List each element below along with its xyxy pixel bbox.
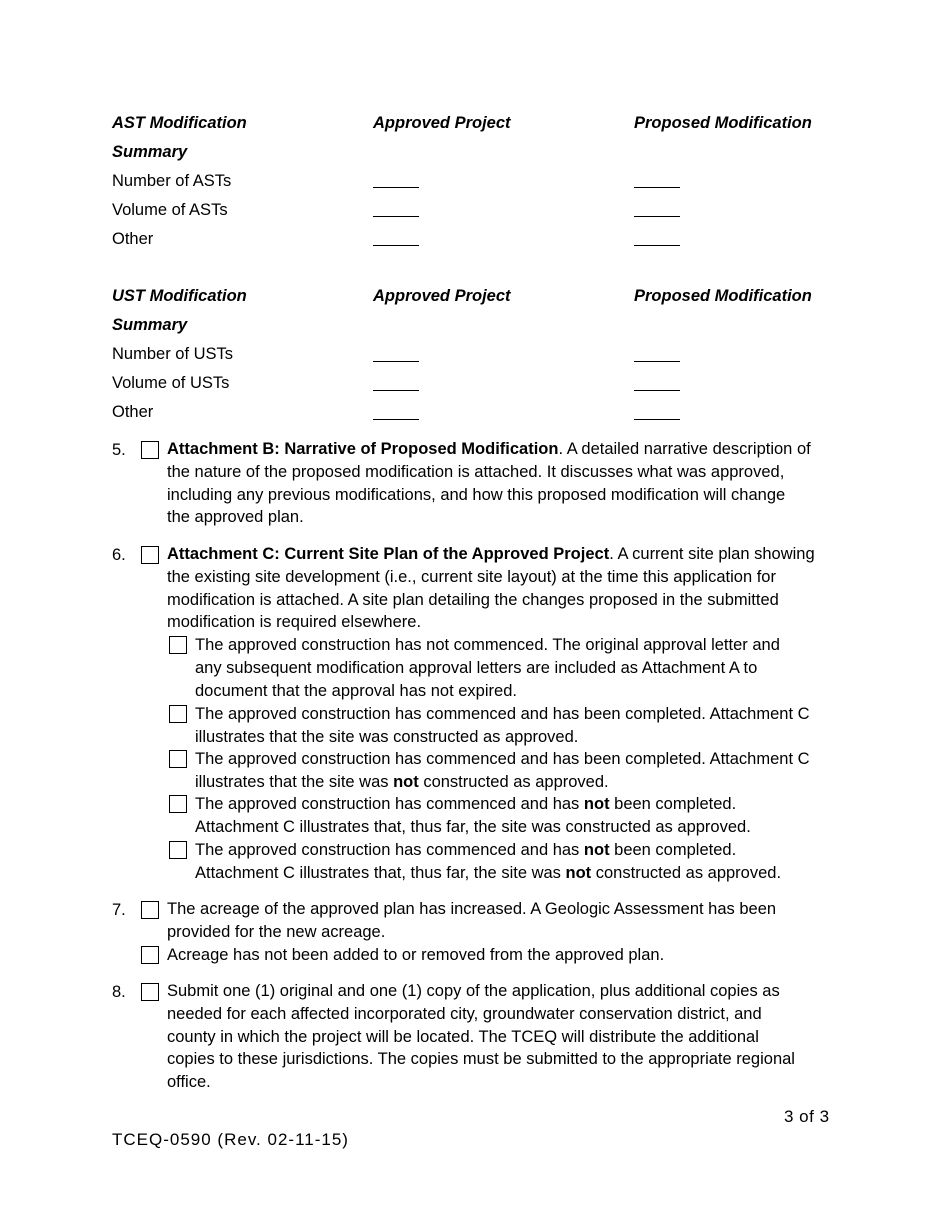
item-number: 5. [112, 441, 126, 459]
item7-option-text: Acreage has not been added to or removed from the approved plan. [167, 946, 665, 964]
item6-checkbox[interactable] [141, 546, 159, 564]
item8-line: needed for each affected incorporated city, groundwater conservation district, and [167, 1004, 762, 1023]
ust-title-line2: Summary [112, 316, 188, 334]
item5-line1-rest: . A detailed narrative description of [558, 440, 811, 458]
option-line: The approved construction has commenced and has been completed. Attachment C [195, 750, 810, 768]
ust-row-label: Other [112, 403, 154, 421]
item7-line: provided for the new acreage. [167, 922, 386, 941]
item6-option3-text [195, 748, 810, 794]
item6-line: the existing site development (i.e., current site layout) at the time this application for [167, 567, 776, 586]
item-number: 8. [112, 983, 126, 1001]
ast-row-label: Number of ASTs [112, 172, 232, 190]
ast-col-approved: Approved Project [373, 114, 511, 132]
item7-option-checkbox[interactable] [141, 946, 159, 964]
ast-proposed-volume-field[interactable] [634, 216, 680, 217]
ust-approved-number-field[interactable] [373, 361, 419, 362]
option-text: The approved construction has commenced and has [195, 841, 584, 859]
option-line: Attachment C illustrates that, thus far, the site was constructed as approved. [195, 817, 751, 836]
option-text: been completed. [609, 795, 737, 813]
emphasis-not: not [583, 795, 610, 813]
item7-line: The acreage of the approved plan has increased. A Geologic Assessment has been [167, 900, 777, 918]
ust-row-label: Number of USTs [112, 345, 234, 363]
ust-proposed-other-field[interactable] [634, 419, 680, 420]
ast-approved-number-field[interactable] [373, 187, 419, 188]
ast-row-label: Other [112, 230, 154, 248]
page-number: 3 of 3 [784, 1107, 830, 1126]
ast-approved-volume-field[interactable] [373, 216, 419, 217]
option-line: illustrates that the site was constructed as approved. [195, 727, 579, 746]
item6-option2-text [195, 703, 810, 749]
item6-line: modification is required elsewhere. [167, 613, 422, 632]
option-line: The approved construction has commenced and has been completed. Attachment C [195, 705, 810, 723]
item6-option4-checkbox[interactable] [169, 795, 187, 813]
item8-line: copies to these jurisdictions. The copies must be submitted to the appropriate regional [167, 1050, 795, 1069]
option-line: The approved construction has not commenced. The original approval letter and [195, 636, 780, 654]
item6-option1-checkbox[interactable] [169, 636, 187, 654]
ast-row-label: Volume of ASTs [112, 201, 228, 219]
item6-option2-checkbox[interactable] [169, 705, 187, 723]
ust-proposed-volume-field[interactable] [634, 390, 680, 391]
ust-col-approved: Approved Project [373, 287, 511, 305]
ast-approved-other-field[interactable] [373, 245, 419, 246]
item6-text [167, 543, 847, 634]
form-id-footer: TCEQ-0590 (Rev. 02-11-15) [112, 1130, 349, 1149]
item5-text [167, 438, 847, 529]
option-line: document that the approval has not expired. [195, 681, 517, 700]
option-text: The approved construction has commenced and has [195, 795, 584, 813]
option-text: illustrates that the site was [195, 772, 394, 791]
item7-text [167, 898, 776, 944]
emphasis-not: not [565, 863, 592, 882]
option-line: any subsequent modification approval letters are included as Attachment A to [195, 658, 758, 677]
item8-line: county in which the project will be located. The TCEQ will distribute the additional [167, 1027, 759, 1046]
item5-line: the nature of the proposed modification is attached. It discusses what was approved, [167, 462, 785, 481]
item5-line: including any previous modifications, and how this proposed modification will change [167, 485, 786, 504]
option-text: constructed as approved. [418, 772, 609, 791]
item5-line: the approved plan. [167, 508, 304, 527]
item6-line1-rest: . A current site plan showing [609, 545, 815, 563]
item8-line: Submit one (1) original and one (1) copy of the application, plus additional copies as [167, 982, 780, 1000]
item8-text [167, 980, 795, 1094]
ast-proposed-other-field[interactable] [634, 245, 680, 246]
ust-row-label: Volume of USTs [112, 374, 230, 392]
item-number: 7. [112, 901, 126, 919]
item5-bold-title: Attachment B: Narrative of Proposed Modification [167, 440, 559, 458]
ast-proposed-number-field[interactable] [634, 187, 680, 188]
ast-title-line2: Summary [112, 143, 188, 161]
item8-line: office. [167, 1073, 211, 1092]
item6-option5-checkbox[interactable] [169, 841, 187, 859]
ust-approved-other-field[interactable] [373, 419, 419, 420]
ast-col-proposed: Proposed Modification [634, 114, 812, 132]
item6-line: modification is attached. A site plan detailing the changes proposed in the submitted [167, 590, 779, 609]
item6-option1-text [195, 634, 780, 702]
ust-col-proposed: Proposed Modification [634, 287, 812, 305]
ust-title-line1: UST Modification [112, 287, 247, 305]
ast-title-line1: AST Modification [112, 114, 247, 132]
ust-approved-volume-field[interactable] [373, 390, 419, 391]
item6-bold-title: Attachment C: Current Site Plan of the Approved Project [167, 545, 610, 563]
item6-option4-text [195, 793, 751, 839]
item7-checkbox[interactable] [141, 901, 159, 919]
item6-option3-checkbox[interactable] [169, 750, 187, 768]
item6-option5-text [195, 839, 781, 885]
option-text: Attachment C illustrates that, thus far, the site was [195, 863, 566, 882]
option-text: been completed. [609, 841, 737, 859]
item5-checkbox[interactable] [141, 441, 159, 459]
ust-proposed-number-field[interactable] [634, 361, 680, 362]
item8-checkbox[interactable] [141, 983, 159, 1001]
emphasis-not: not [583, 841, 610, 859]
emphasis-not: not [393, 772, 419, 791]
item-number: 6. [112, 546, 126, 564]
option-text: constructed as approved. [591, 863, 782, 882]
